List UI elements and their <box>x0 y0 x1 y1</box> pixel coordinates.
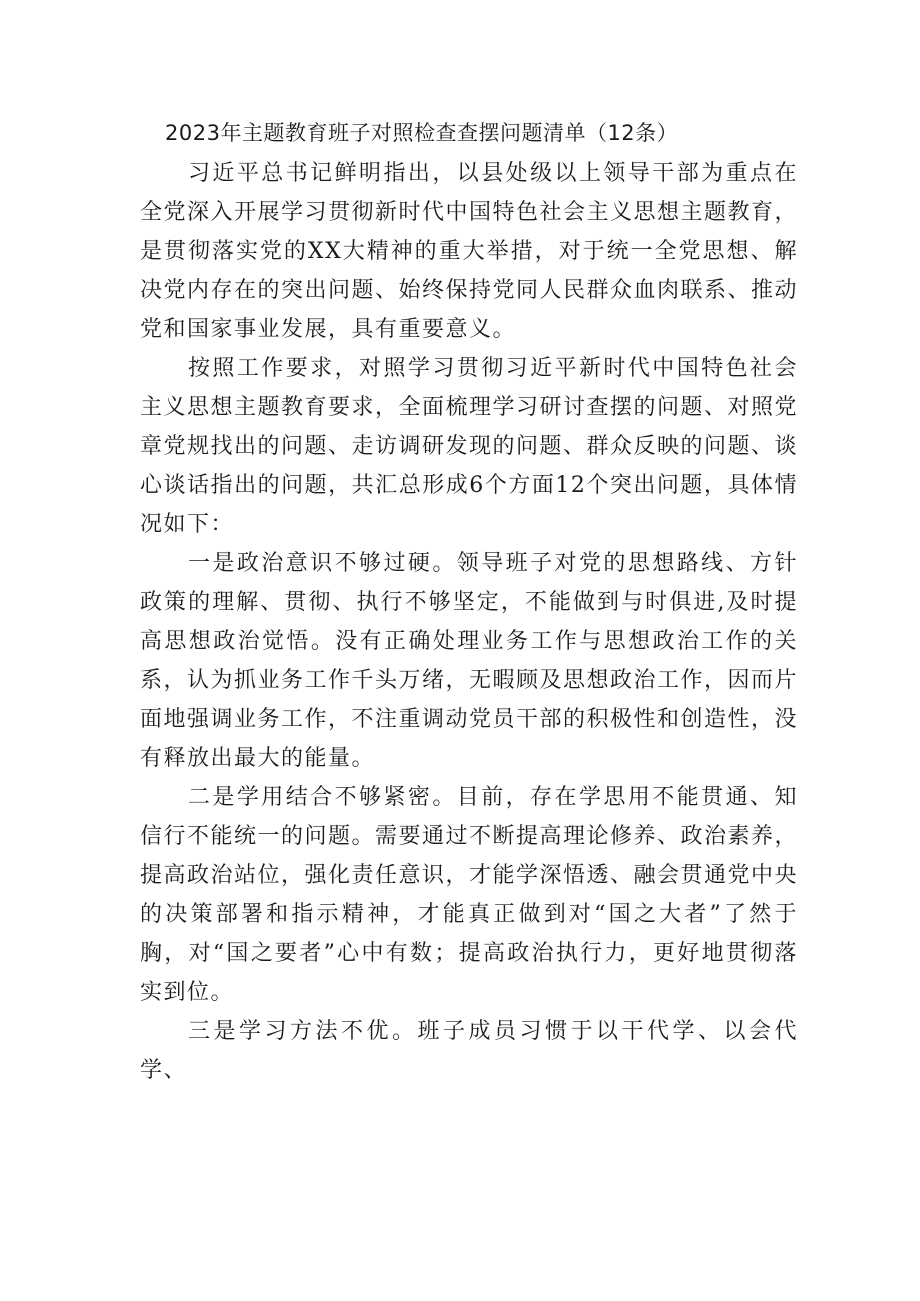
document-title: 2023年主题教育班子对照检查查摆问题清单（12条） <box>165 121 679 145</box>
paragraph-requirements: 按照工作要求，对照学习贯彻习近平新时代中国特色社会主义思想主题教育要求，全面梳理学习研讨查摆的问题、对照党章党规找出的问题、走访调研发现的问题、群众反映的问题、谈心谈话指出的问题，共汇总形成6个方面12个突出问题，具体情况如下： <box>140 356 799 537</box>
paragraph-issue-one: 一是政治意识不够过硬。领导班子对党的思想路线、方针政策的理解、贯彻、执行不够坚定，不能做到与时俱进,及时提高思想政治觉悟。没有正确处理业务工作与思想政治工作的关系，认为抓业务工作千头万绪，无暇顾及思想政治工作，因而片面地强调业务工作，不注重调动党员干部的积极性和创造性，没有释放出最大的能量。 <box>140 551 799 771</box>
paragraph-intro: 习近平总书记鲜明指出，以县处级以上领导干部为重点在全党深入开展学习贯彻新时代中国特色社会主义思想主题教育，是贯彻落实党的XX大精神的重大举措，对于统一全党思想、解决党内存在的突出问题、始终保持党同人民群众血肉联系、推动党和国家事业发展，具有重要意义。 <box>140 161 799 342</box>
document-body <box>140 154 798 1090</box>
paragraph-issue-two: 二是学用结合不够紧密。目前，存在学思用不能贯通、知信行不能统一的问题。需要通过不断提高理论修养、政治素养，提高政治站位，强化责任意识，才能学深悟透、融会贯通党中央的决策部署和指示精神，才能真正做到对“国之大者”了然于胸，对“国之要者”心中有数；提高政治执行力，更好地贯彻落实到位。 <box>140 785 799 1005</box>
paragraph-issue-three: 三是学习方法不优。班子成员习惯于以干代学、以会代学、 <box>140 1019 798 1083</box>
